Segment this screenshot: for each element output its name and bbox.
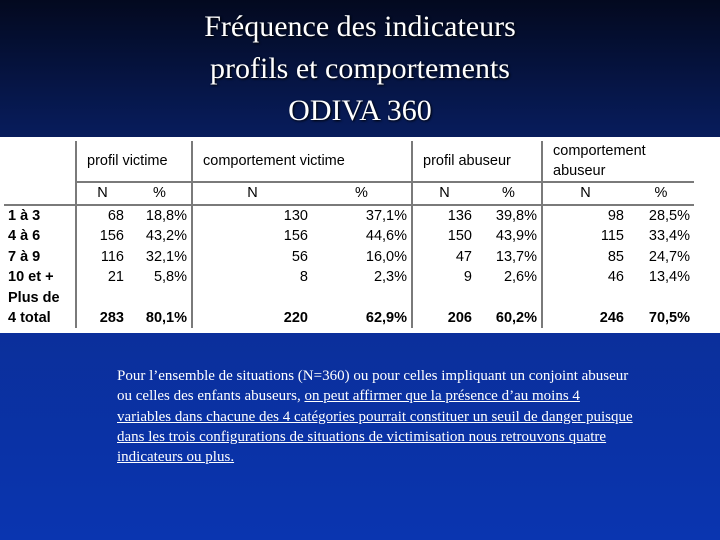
row-label: 10 et + [4, 267, 76, 288]
title-line-3: ODIVA 360 [288, 94, 432, 127]
total-label-line-2: 4 total [8, 309, 51, 326]
table-cell: 28,5% [648, 207, 690, 224]
total-cell: 283 [99, 309, 124, 326]
total-cell: 62,9% [312, 288, 412, 328]
table-cell: 32,1% [128, 247, 192, 268]
header-comportement-victime: comportement victime [192, 141, 412, 182]
title-line-1: Fréquence des indicateurs [204, 10, 516, 43]
total-cell: 206 [447, 309, 472, 326]
total-cell: 246 [599, 309, 624, 326]
table-cell: 39,8% [476, 205, 542, 227]
title-line-2: profils et comportements [210, 52, 510, 85]
sub-header-pct: % [628, 182, 694, 205]
table-cell: 43,2% [128, 226, 192, 247]
row-label: 1 à 3 [4, 205, 76, 227]
table-cell: 98 [607, 207, 624, 224]
header-comportement-abuseur: comportement abuseur [542, 141, 694, 182]
table-cell: 47 [455, 248, 472, 265]
total-cell: 80,1% [128, 288, 192, 328]
table-cell: 116 [100, 248, 124, 265]
table-cell: 136 [447, 207, 472, 224]
slide-title [0, 6, 720, 132]
header-profil-victime: profil victime [76, 141, 192, 182]
table-cell: 68 [107, 207, 124, 224]
table-cell: 2,6% [476, 267, 542, 288]
table-cell: 13,4% [648, 269, 690, 286]
table-panel [0, 137, 720, 333]
sub-header-n: N [192, 182, 312, 205]
total-row [4, 288, 694, 328]
table-cell: 56 [291, 248, 308, 265]
table-cell: 18,8% [128, 205, 192, 227]
table-cell: 44,6% [312, 226, 412, 247]
table-row [4, 205, 694, 227]
group-header-row [4, 141, 694, 182]
table-cell: 156 [283, 228, 308, 245]
corner-cell-2 [4, 182, 76, 205]
table-row [4, 226, 694, 247]
table-cell: 33,4% [648, 228, 690, 245]
sub-header-n: N [542, 182, 628, 205]
row-label: 4 à 6 [4, 226, 76, 247]
table-row [4, 247, 694, 268]
sub-header-n: N [76, 182, 128, 205]
total-label-line-1: Plus de [8, 289, 60, 306]
total-cell: 220 [283, 309, 308, 326]
table-body [4, 205, 694, 288]
row-label: 7 à 9 [4, 247, 76, 268]
table-cell: 130 [283, 207, 308, 224]
table-cell: 85 [607, 248, 624, 265]
table-cell: 21 [107, 269, 124, 286]
table-cell: 13,7% [476, 247, 542, 268]
table-cell: 43,9% [476, 226, 542, 247]
table-cell: 16,0% [312, 247, 412, 268]
table-row [4, 267, 694, 288]
total-label [4, 288, 76, 328]
table-cell: 150 [447, 228, 472, 245]
sub-header-pct: % [476, 182, 542, 205]
table-cell: 156 [99, 228, 124, 245]
table-cell: 37,1% [312, 205, 412, 227]
table-cell: 9 [463, 269, 472, 286]
paragraph-intro: Pour l’ensemble de situations (N=360) ou pour celles impliquant un conjoint abuseur ou celles des enfants abuseurs, [117, 368, 629, 405]
indicator-frequency-table [4, 141, 694, 328]
table-cell: 5,8% [128, 267, 192, 288]
total-cell: 60,2% [476, 288, 542, 328]
table-cell: 115 [600, 228, 624, 245]
conclusion-paragraph [117, 366, 637, 467]
paragraph-underlined-conclusion: on peut affirmer que la présence d’au moins 4 variables dans chacune des 4 catégories pourrait constituer un seuil de danger puisque dans les trois configurations de situations de victimisation nous retrouvons quatre indicateurs ou plus. [117, 388, 633, 466]
sub-header-pct: % [128, 182, 192, 205]
total-cell: 70,5% [648, 309, 690, 326]
table-cell: 24,7% [648, 248, 690, 265]
table-cell: 2,3% [312, 267, 412, 288]
sub-header-pct: % [312, 182, 412, 205]
sub-header-n: N [412, 182, 476, 205]
sub-header-row [4, 182, 694, 205]
corner-cell [4, 141, 76, 182]
header-profil-abuseur: profil abuseur [412, 141, 542, 182]
table-cell: 46 [607, 269, 624, 286]
table-cell: 8 [299, 269, 308, 286]
